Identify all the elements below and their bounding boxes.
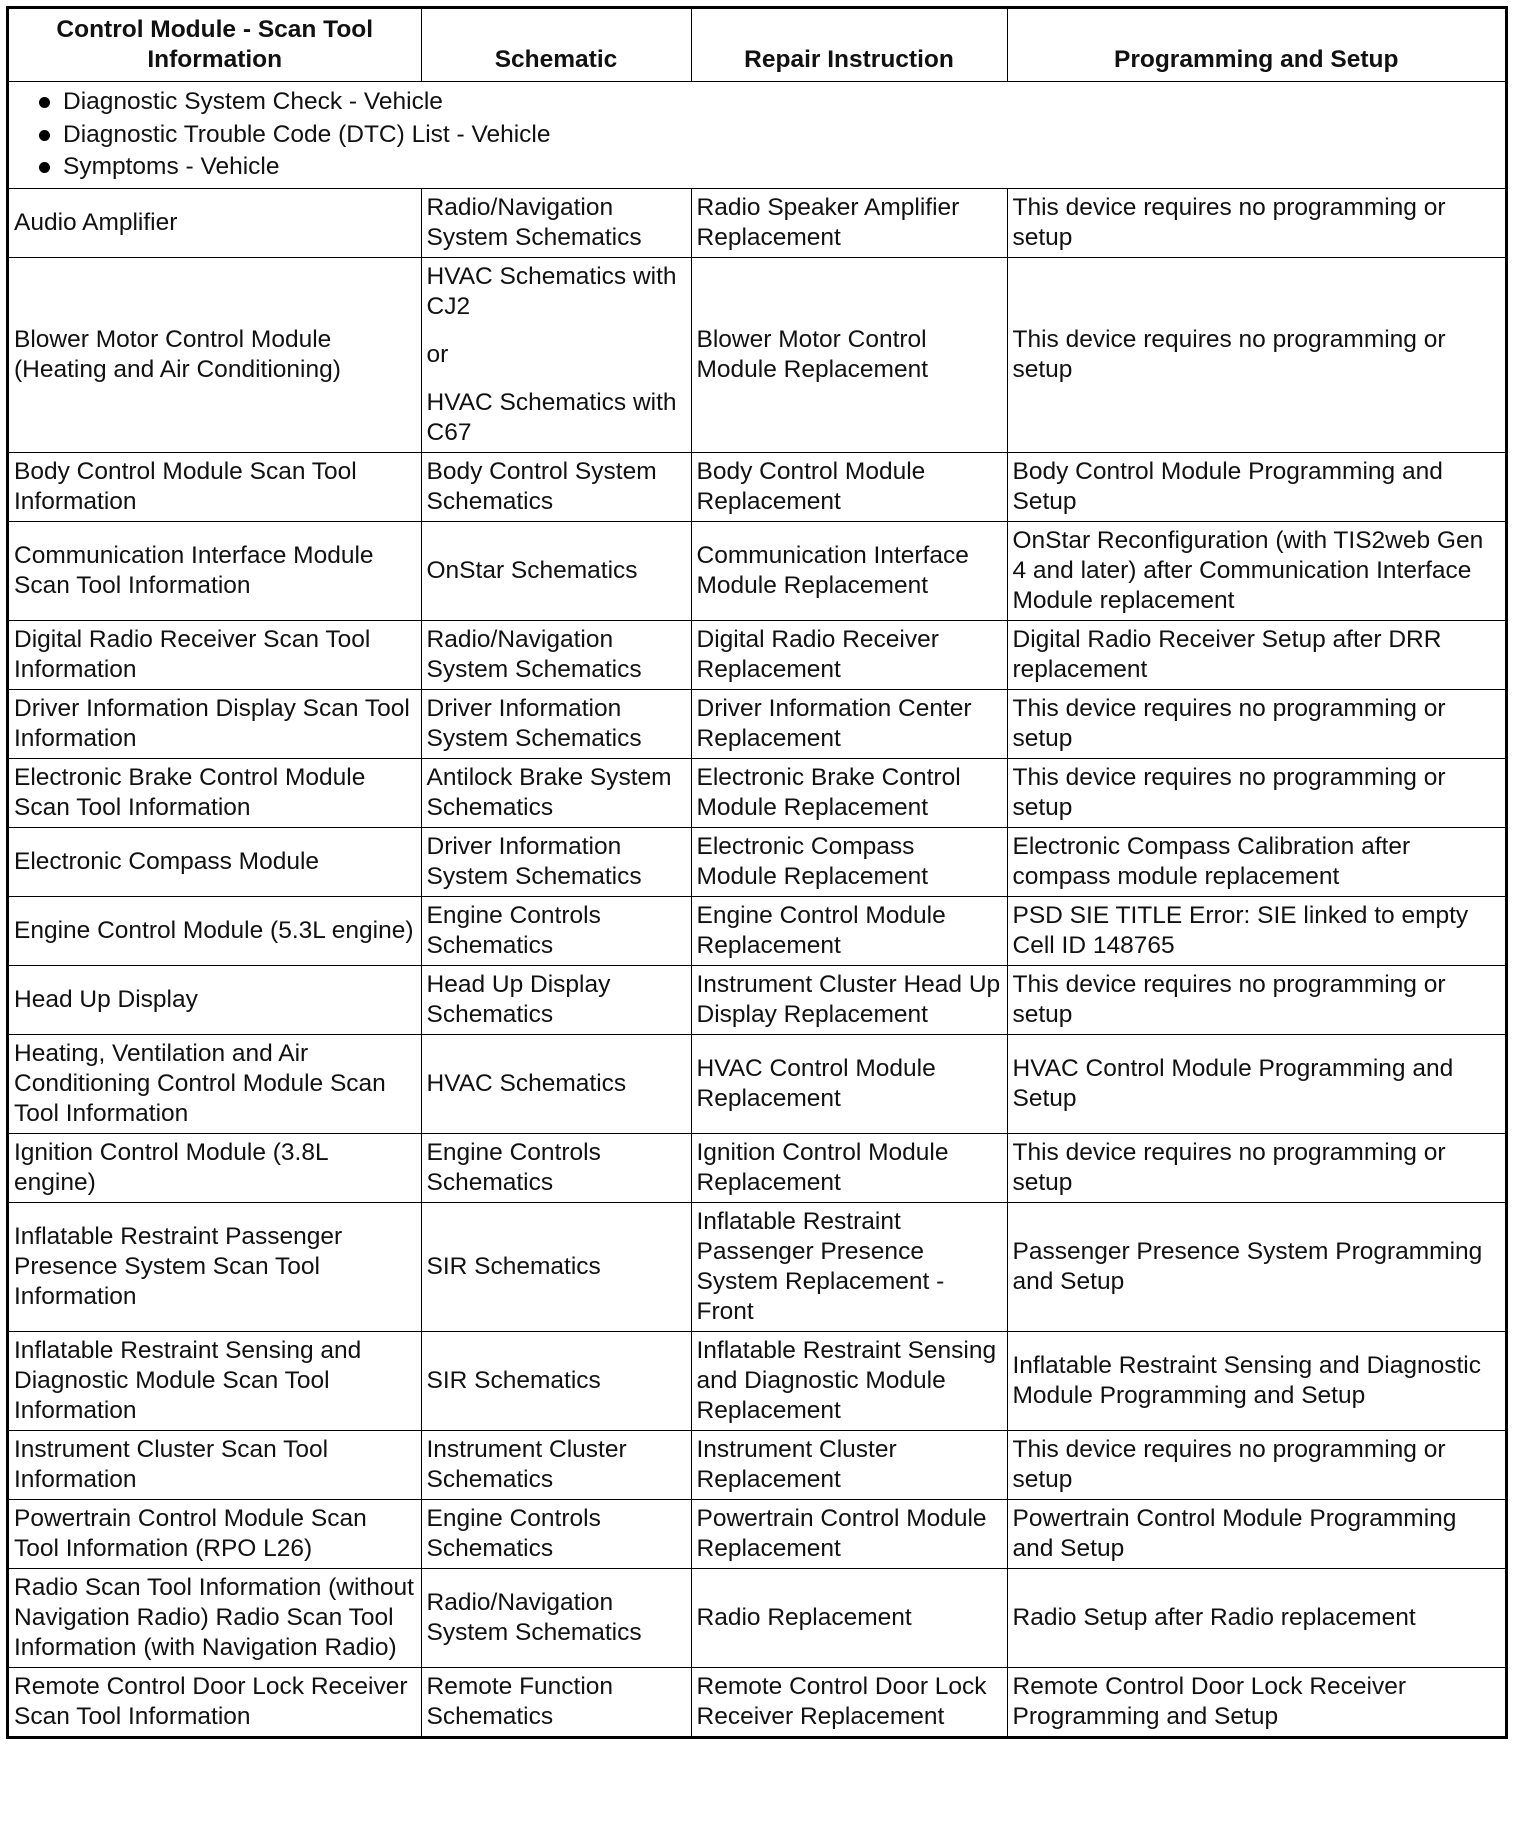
module-reference-table xyxy=(9,9,1505,1736)
repair-instruction-link[interactable]: Powertrain Control Module Replacement xyxy=(691,1499,1007,1568)
schematic-link[interactable]: Radio/Navigation System Schematics xyxy=(421,1568,691,1667)
module-name-cell: Head Up Display xyxy=(9,965,421,1034)
schematic-link[interactable]: Antilock Brake System Schematics xyxy=(421,758,691,827)
schematic-link[interactable]: Radio/Navigation System Schematics xyxy=(421,620,691,689)
table-row xyxy=(9,521,1505,620)
schematic-link[interactable]: OnStar Schematics xyxy=(421,521,691,620)
programming-setup-link[interactable]: Digital Radio Receiver Setup after DRR replacement xyxy=(1007,620,1505,689)
schematic-link[interactable]: Instrument Cluster Schematics xyxy=(421,1430,691,1499)
repair-instruction-link[interactable]: Remote Control Door Lock Receiver Replacement xyxy=(691,1667,1007,1736)
table-row xyxy=(9,1499,1505,1568)
programming-setup-link[interactable]: This device requires no programming or setup xyxy=(1007,689,1505,758)
programming-setup-link[interactable]: Inflatable Restraint Sensing and Diagnostic Module Programming and Setup xyxy=(1007,1331,1505,1430)
programming-setup-link[interactable]: OnStar Reconfiguration (with TIS2web Gen 4 and later) after Communication Interface Module replacement xyxy=(1007,521,1505,620)
table-row xyxy=(9,1667,1505,1736)
repair-instruction-link[interactable]: Electronic Brake Control Module Replacement xyxy=(691,758,1007,827)
programming-setup-link[interactable]: This device requires no programming or setup xyxy=(1007,188,1505,257)
bullet-icon xyxy=(39,130,50,141)
table-row xyxy=(9,620,1505,689)
schematic-link[interactable]: Driver Information System Schematics xyxy=(421,689,691,758)
table-row xyxy=(9,689,1505,758)
link-dtc-list[interactable] xyxy=(23,119,1495,152)
repair-instruction-link[interactable]: Communication Interface Module Replacement xyxy=(691,521,1007,620)
schematic-link[interactable]: Driver Information System Schematics xyxy=(421,827,691,896)
schematic-link[interactable]: Engine Controls Schematics xyxy=(421,1499,691,1568)
schematic-link[interactable]: HVAC Schematics xyxy=(421,1034,691,1133)
repair-instruction-link[interactable]: Engine Control Module Replacement xyxy=(691,896,1007,965)
document-page xyxy=(6,6,1508,1739)
module-name-cell: Driver Information Display Scan Tool Information xyxy=(9,689,421,758)
table-row xyxy=(9,1202,1505,1331)
schematic-link[interactable]: HVAC Schematics with CJ2 xyxy=(426,262,677,320)
repair-instruction-link[interactable]: Driver Information Center Replacement xyxy=(691,689,1007,758)
repair-instruction-link[interactable]: Radio Replacement xyxy=(691,1568,1007,1667)
module-name-cell: Instrument Cluster Scan Tool Information xyxy=(9,1430,421,1499)
repair-instruction-link[interactable]: Ignition Control Module Replacement xyxy=(691,1133,1007,1202)
module-name-cell: Powertrain Control Module Scan Tool Information (RPO L26) xyxy=(9,1499,421,1568)
schematic-link[interactable]: Radio/Navigation System Schematics xyxy=(421,188,691,257)
repair-instruction-link[interactable]: Inflatable Restraint Passenger Presence System Replacement - Front xyxy=(691,1202,1007,1331)
header-schematic: Schematic xyxy=(421,9,691,82)
header-row xyxy=(9,9,1505,82)
header-programming: Programming and Setup xyxy=(1007,9,1505,82)
programming-setup-link[interactable]: HVAC Control Module Programming and Setup xyxy=(1007,1034,1505,1133)
repair-instruction-link[interactable]: Body Control Module Replacement xyxy=(691,452,1007,521)
module-name-cell: Audio Amplifier xyxy=(9,188,421,257)
programming-setup-link[interactable]: This device requires no programming or setup xyxy=(1007,1133,1505,1202)
module-name-cell: Body Control Module Scan Tool Information xyxy=(9,452,421,521)
programming-setup-link[interactable]: This device requires no programming or setup xyxy=(1007,1430,1505,1499)
programming-setup-link[interactable]: This device requires no programming or setup xyxy=(1007,965,1505,1034)
programming-setup-link[interactable]: Body Control Module Programming and Setup xyxy=(1007,452,1505,521)
module-name-cell: Electronic Compass Module xyxy=(9,827,421,896)
general-links-row xyxy=(9,82,1505,189)
module-name-cell: Electronic Brake Control Module Scan Tool Information xyxy=(9,758,421,827)
table-row xyxy=(9,1568,1505,1667)
repair-instruction-link[interactable]: Digital Radio Receiver Replacement xyxy=(691,620,1007,689)
link-symptoms[interactable] xyxy=(23,151,1495,184)
table-row xyxy=(9,1331,1505,1430)
schematic-link[interactable]: Engine Controls Schematics xyxy=(421,1133,691,1202)
programming-setup-link[interactable]: Powertrain Control Module Programming and Setup xyxy=(1007,1499,1505,1568)
table-row xyxy=(9,896,1505,965)
link-label: Symptoms - Vehicle xyxy=(63,153,280,180)
schematic-link[interactable]: Head Up Display Schematics xyxy=(421,965,691,1034)
schematic-link[interactable]: SIR Schematics xyxy=(421,1202,691,1331)
repair-instruction-link[interactable]: Radio Speaker Amplifier Replacement xyxy=(691,188,1007,257)
module-name-cell: Digital Radio Receiver Scan Tool Information xyxy=(9,620,421,689)
schematic-cell xyxy=(421,257,691,452)
link-label: Diagnostic System Check - Vehicle xyxy=(63,88,443,115)
programming-setup-link[interactable]: Remote Control Door Lock Receiver Programming and Setup xyxy=(1007,1667,1505,1736)
header-module: Control Module - Scan Tool Information xyxy=(9,9,421,82)
table-row xyxy=(9,1430,1505,1499)
programming-setup-link[interactable]: PSD SIE TITLE Error: SIE linked to empty Cell ID 148765 xyxy=(1007,896,1505,965)
programming-setup-link[interactable]: Radio Setup after Radio replacement xyxy=(1007,1568,1505,1667)
link-label: Diagnostic Trouble Code (DTC) List - Vehicle xyxy=(63,120,551,148)
repair-instruction-link[interactable]: Instrument Cluster Replacement xyxy=(691,1430,1007,1499)
schematic-link[interactable]: SIR Schematics xyxy=(421,1331,691,1430)
general-links-cell xyxy=(9,82,1505,189)
schematic-or-text: or xyxy=(426,340,449,368)
bullet-icon xyxy=(39,162,50,173)
programming-setup-link[interactable]: Electronic Compass Calibration after compass module replacement xyxy=(1007,827,1505,896)
table-row xyxy=(9,452,1505,521)
schematic-link-alt[interactable]: HVAC Schematics with C67 xyxy=(426,388,677,446)
programming-setup-link[interactable]: This device requires no programming or setup xyxy=(1007,758,1505,827)
table-row xyxy=(9,1034,1505,1133)
repair-instruction-link[interactable]: Instrument Cluster Head Up Display Replacement xyxy=(691,965,1007,1034)
schematic-link[interactable]: Body Control System Schematics xyxy=(421,452,691,521)
repair-instruction-link[interactable]: Inflatable Restraint Sensing and Diagnostic Module Replacement xyxy=(691,1331,1007,1430)
module-name-cell: Engine Control Module (5.3L engine) xyxy=(9,896,421,965)
module-name-cell: Inflatable Restraint Sensing and Diagnostic Module Scan Tool Information xyxy=(9,1331,421,1430)
module-name-cell: Blower Motor Control Module (Heating and Air Conditioning) xyxy=(9,257,421,452)
repair-instruction-link[interactable]: HVAC Control Module Replacement xyxy=(691,1034,1007,1133)
schematic-link[interactable]: Remote Function Schematics xyxy=(421,1667,691,1736)
bullet-icon xyxy=(39,97,50,108)
link-diagnostic-system-check[interactable] xyxy=(23,86,1495,119)
table-row xyxy=(9,758,1505,827)
table-row xyxy=(9,965,1505,1034)
table-row xyxy=(9,1133,1505,1202)
module-name-cell: Radio Scan Tool Information (without Navigation Radio) Radio Scan Tool Information (with Navigation Radio) xyxy=(9,1568,421,1667)
general-links-list xyxy=(23,86,1495,184)
header-repair: Repair Instruction xyxy=(691,9,1007,82)
programming-setup-link[interactable]: This device requires no programming or setup xyxy=(1007,257,1505,452)
module-name-cell: Inflatable Restraint Passenger Presence System Scan Tool Information xyxy=(9,1202,421,1331)
table-row xyxy=(9,257,1505,452)
programming-setup-link[interactable]: Passenger Presence System Programming and Setup xyxy=(1007,1202,1505,1331)
repair-instruction-link[interactable]: Blower Motor Control Module Replacement xyxy=(691,257,1007,452)
repair-instruction-link[interactable]: Electronic Compass Module Replacement xyxy=(691,827,1007,896)
module-name-cell: Remote Control Door Lock Receiver Scan Tool Information xyxy=(9,1667,421,1736)
module-name-cell: Ignition Control Module (3.8L engine) xyxy=(9,1133,421,1202)
module-name-cell: Communication Interface Module Scan Tool Information xyxy=(9,521,421,620)
table-row xyxy=(9,188,1505,257)
module-name-cell: Heating, Ventilation and Air Conditioning Control Module Scan Tool Information xyxy=(9,1034,421,1133)
schematic-link[interactable]: Engine Controls Schematics xyxy=(421,896,691,965)
table-row xyxy=(9,827,1505,896)
